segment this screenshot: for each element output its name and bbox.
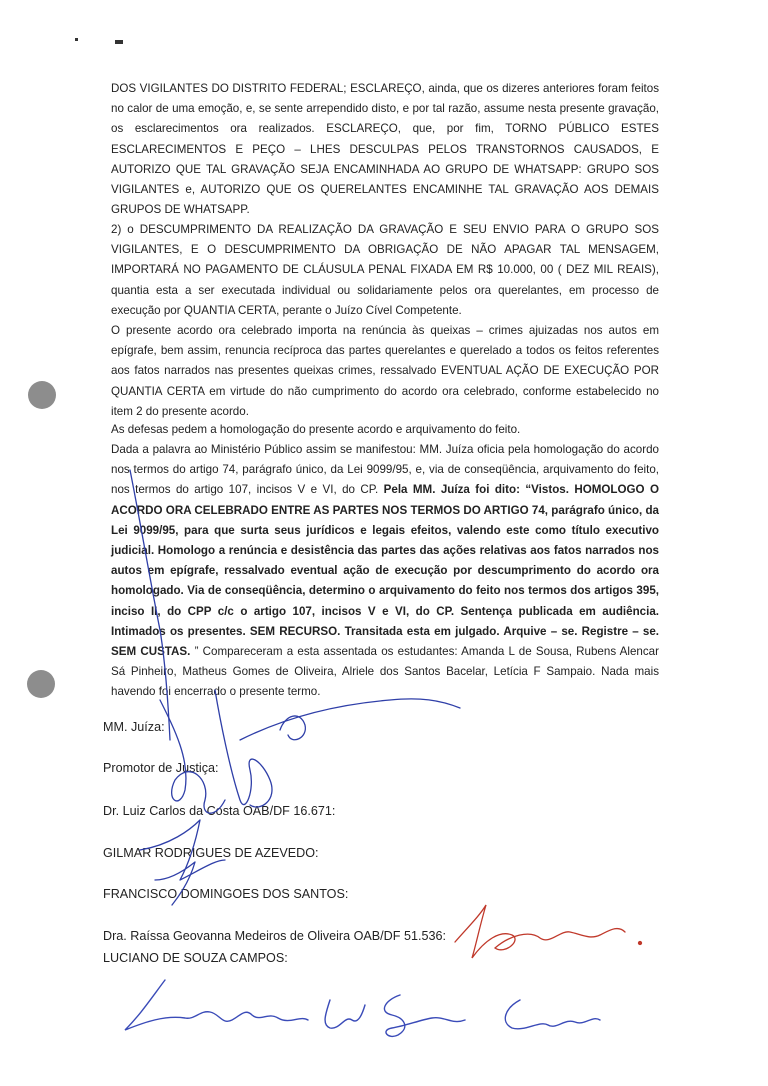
lawyer2-signature-label: Dra. Raíssa Geovanna Medeiros de Oliveira OAB/DF 51.536: (103, 929, 446, 943)
party1-signature-label: GILMAR RODRIGUES DE AZEVEDO: (103, 846, 319, 860)
party3-signature-label: LUCIANO DE SOUZA CAMPOS: (103, 951, 288, 965)
paragraph-agreement-waiver: O presente acordo ora celebrado importa na renúncia às queixas – crimes ajuizadas nos autos em epígrafe, bem assim, renuncia recíproca das partes querelantes e querelado a todos os feitos referentes aos fatos narrados nas presentes queixas crimes, ressalvado EVENTUAL AÇÃO DE EXECUÇÃO POR QUANTIA CERTA em virtude do não cumprimento do acordo ora celebrado, conforme estabelecido no item 2 do presente acordo. (111, 324, 659, 418)
paragraph-penalty-clause: 2) o DESCUMPRIMENTO DA REALIZAÇÃO DA GRAVAÇÃO E SEU ENVIO PARA O GRUPO SOS VIGILANTES, E O DESCUMPRIMENTO DA OBRIGAÇÃO DE NÃO APAGAR TAL MENSAGEM, IMPORTARÁ NO PAGAMENTO DE CLÁUSULA PENAL FIXADA EM R$ 10.000, 00 ( DEZ MIL REAIS), quantia esta a ser executada individual ou solidariamente pelos ora querelantes, em processo de execução por QUANTIA CERTA, perante o Juízo Cível Competente. (111, 223, 659, 317)
paragraph-defense-request: As defesas pedem a homologação do presente acordo e arquivamento do feito. (111, 423, 521, 436)
prosecutor-signature-label: Promotor de Justiça: (103, 761, 219, 775)
party2-signature-label: FRANCISCO DOMINGOES DOS SANTOS: (103, 887, 349, 901)
scan-mark (75, 38, 78, 41)
punch-hole-bottom (27, 670, 55, 698)
paragraph-clarifications: DOS VIGILANTES DO DISTRITO FEDERAL; ESCLAREÇO, ainda, que os dizeres anteriores foram feitos no calor de uma emoção, e, se sente arrependido disto, e por tal razão, assume nesta presente gravação, os esclarecimentos ora realizados. ESCLAREÇO, que, por fim, TORNO PÚBLICO ESTES ESCLARECIMENTOS E PEÇO – LHES DESCULPAS PELOS TRANSTORNOS CAUSADOS, E AUTORIZO QUE TAL GRAVAÇÃO SEJA ENCAMINHADA AO GRUPO DE WHATSAPP: GRUPO SOS VIGILANTES e, AUTORIZO QUE OS QUERELANTES ENCAMINHE TAL GRAVAÇÃO AOS DEMAIS GRUPOS DE WHATSAPP. (111, 82, 659, 217)
punch-hole-top (28, 381, 56, 409)
judge-ruling: Pela MM. Juíza foi dito: “Vistos. HOMOLOGO O ACORDO ORA CELEBRADO ENTRE AS PARTES NOS TERMOS DO ARTIGO 74, parágrafo único, da Lei 9099/95, para que surta seus jurídicos e legais efeitos, valendo este como título executivo judicial. Homologo a renúncia e desistência das partes das ações relativas aos fatos narrados nos autos em epígrafe, ressalvado eventual ação de execução por descumprimento do acordo ora homologado. Via de conseqüência, determino o arquivamento do feito nos termos dos artigos 395, inciso II, do CPP c/c o artigo 107, incisos V e VI, do CP. Sentença publicada em audiência. Intimados os presentes. SEM RECURSO. Transitada esta em julgado. Arquive – se. Registre – se. SEM CUSTAS. (111, 483, 659, 659)
judge-signature-label: MM. Juíza: (103, 720, 165, 734)
lawyer1-signature-label: Dr. Luiz Carlos da Costa OAB/DF 16.671: (103, 804, 336, 818)
scan-mark (115, 40, 123, 44)
ministry-statement: Dada a palavra ao Ministério Público assim se manifestou: MM. Juíza oficia pela homologação do acordo nos termos do artigo 74, parágrafo único, da Lei 9099/95, e, via de conseqüência, arquivamento do feito, nos termos do artigo 107, incisos V e VI, do CP. (111, 443, 659, 497)
paragraph-ruling (111, 440, 659, 703)
attendance-note: ” Compareceram a esta assentada os estudantes: Amanda L de Sousa, Rubens Alencar Sá Pinheiro, Matheus Gomes de Oliveira, Alriele dos Santos Bacelar, Letícia F Sampaio. Nada mais havendo foi encerrado o presente termo. (111, 645, 659, 699)
